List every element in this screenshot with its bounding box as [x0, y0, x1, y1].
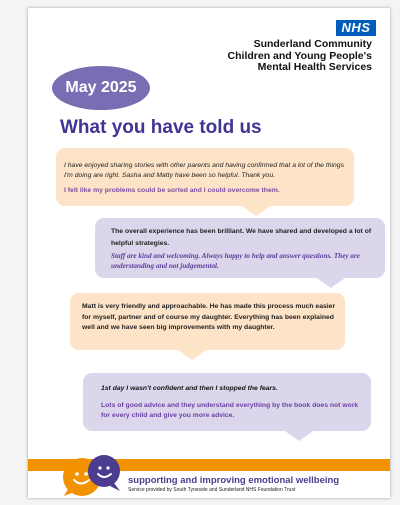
speech-tail	[242, 206, 270, 216]
feedback-2-highlight: Staff are kind and welcoming. Always happy to help and answer questions. They are understanding and not judgemental.	[111, 252, 360, 270]
newsletter-page	[28, 8, 390, 498]
nhs-logo: NHS	[336, 20, 376, 36]
feedback-1-highlight: I felt like my problems could be sorted and I could overcome them.	[64, 187, 280, 194]
speech-tail	[178, 350, 206, 360]
feedback-4-quote: 1st day I wasn't confident and then I stopped the fears.	[101, 385, 278, 392]
org-line-3: Mental Health Services	[257, 61, 372, 73]
feedback-bubble-4	[83, 373, 371, 431]
feedback-bubble-2	[95, 218, 385, 278]
smiley-speech-bubbles-icon	[60, 449, 126, 497]
footer-provider: Service provided by South Tyneside and Sunderland NHS Foundation Trust	[128, 487, 296, 493]
feedback-1-quote: I have enjoyed sharing stories with other parents and having confirmed that a lot of the things I'm doing are right. Sasha and Matty have been so helpful. Thank you.	[64, 162, 344, 179]
section-title: What you have told us	[60, 117, 262, 138]
feedback-3-quote: Matt is very friendly and approachable. He has made this process much easier for myself, partner and of course my daughter. Everything has been explained well and we have seen big improvements with my daughter.	[82, 303, 336, 331]
feedback-bubble-3	[70, 293, 345, 350]
footer-tagline: supporting and improving emotional wellbeing	[128, 475, 340, 486]
feedback-2-quote: The overall experience has been brilliant. We have shared and developed a lot of helpful strategies.	[111, 228, 372, 247]
speech-tail	[317, 278, 345, 288]
month-badge: May 2025	[52, 66, 150, 110]
feedback-4-highlight: Lots of good advice and they understand everything by the book does not work for every child and give you more advice.	[101, 402, 359, 419]
org-line-2: Children and Young People's	[227, 49, 372, 62]
feedback-bubble-1	[56, 148, 354, 206]
org-line-1: Sunderland Community	[253, 38, 372, 50]
speech-tail	[285, 431, 313, 441]
organisation-name	[228, 39, 372, 74]
